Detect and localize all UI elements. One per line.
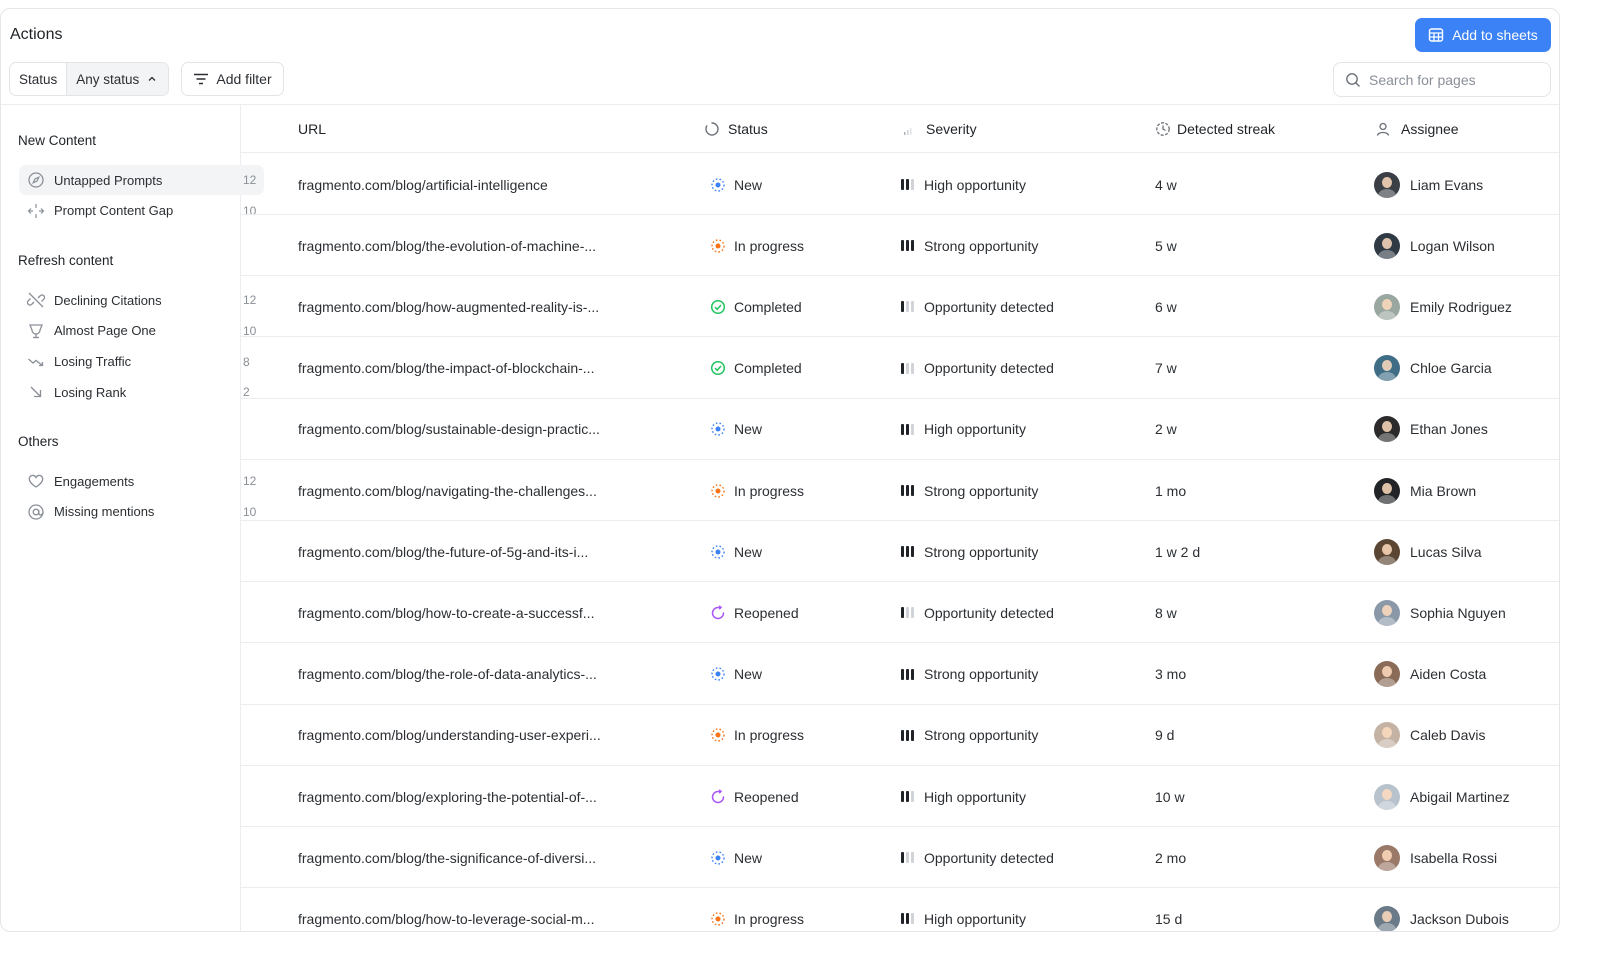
severity-cell xyxy=(901,338,1054,399)
severity-bars-icon xyxy=(901,730,914,741)
assignee-name: Sophia Nguyen xyxy=(1410,604,1506,621)
column-header-severity-label: Severity xyxy=(926,121,977,137)
severity-bars-icon xyxy=(901,913,914,924)
url-link[interactable]: fragmento.com/blog/exploring-the-potential-of-... xyxy=(298,788,597,805)
url-link[interactable]: fragmento.com/blog/the-impact-of-blockchain-... xyxy=(298,360,595,377)
severity-cell xyxy=(901,582,1054,643)
severity-label: Opportunity detected xyxy=(924,298,1054,315)
status-filter[interactable] xyxy=(9,62,169,96)
status-reopened-icon xyxy=(710,789,726,805)
status-new-icon xyxy=(710,177,726,193)
assignee-name: Caleb Davis xyxy=(1410,727,1486,744)
sidebar xyxy=(1,105,257,932)
status-new-icon xyxy=(710,544,726,560)
sidebar-item-prompt-content-gap[interactable] xyxy=(19,196,264,226)
url-cell[interactable] xyxy=(298,582,628,643)
url-cell[interactable] xyxy=(298,766,628,827)
sidebar-item-label: Untapped Prompts xyxy=(54,172,163,188)
signal-bars-icon xyxy=(900,121,916,137)
chevron-up-icon xyxy=(147,74,157,84)
status-label: Reopened xyxy=(734,604,799,621)
sidebar-item-untapped-prompts[interactable] xyxy=(19,165,264,195)
column-header-url[interactable] xyxy=(298,105,628,153)
sidebar-item-count: 10 xyxy=(243,504,257,519)
user-icon xyxy=(1375,121,1391,137)
status-new-icon xyxy=(710,421,726,437)
sidebar-item-count: 10 xyxy=(243,323,257,338)
status-cell[interactable] xyxy=(710,766,799,827)
url-link[interactable]: fragmento.com/blog/the-future-of-5g-and-its-i... xyxy=(298,543,589,560)
url-link[interactable]: fragmento.com/blog/the-significance-of-diversi... xyxy=(298,849,597,866)
status-label: New xyxy=(734,543,763,560)
sidebar-item-label: Losing Rank xyxy=(54,384,127,400)
severity-bars-icon xyxy=(901,301,914,312)
table-row[interactable] xyxy=(241,827,1559,888)
severity-label: Opportunity detected xyxy=(924,604,1054,621)
url-cell[interactable] xyxy=(298,705,628,766)
severity-bars-icon xyxy=(901,240,914,251)
search-icon xyxy=(1345,72,1361,88)
severity-label: High opportunity xyxy=(924,910,1026,927)
compass-icon xyxy=(27,171,45,189)
url-cell[interactable] xyxy=(298,276,628,337)
assignee-name: Jackson Dubois xyxy=(1410,910,1509,927)
sidebar-item-missing-mentions[interactable] xyxy=(19,497,264,527)
avatar xyxy=(1374,722,1400,748)
severity-bars-icon xyxy=(901,791,914,802)
sidebar-item-engagements[interactable] xyxy=(19,466,264,496)
sidebar-item-label: Missing mentions xyxy=(54,504,155,520)
severity-label: Strong opportunity xyxy=(924,666,1039,683)
url-link[interactable]: fragmento.com/blog/how-to-leverage-social-m... xyxy=(298,910,595,927)
status-label: In progress xyxy=(734,237,805,254)
assignee-cell[interactable] xyxy=(1374,276,1512,337)
severity-cell xyxy=(901,460,1038,521)
url-cell[interactable] xyxy=(298,154,628,215)
table-row[interactable] xyxy=(241,154,1559,215)
avatar xyxy=(1374,539,1400,565)
severity-label: Strong opportunity xyxy=(924,482,1039,499)
url-link[interactable]: fragmento.com/blog/how-augmented-reality-is-... xyxy=(298,298,600,315)
url-link[interactable]: fragmento.com/blog/artificial-intelligence xyxy=(298,176,548,193)
streak-value: 9 d xyxy=(1155,727,1175,744)
severity-bars-icon xyxy=(901,669,914,680)
status-cell[interactable] xyxy=(710,644,762,705)
url-link[interactable]: fragmento.com/blog/the-role-of-data-analytics-... xyxy=(298,666,597,683)
table-row[interactable] xyxy=(241,888,1559,932)
streak-value: 8 w xyxy=(1155,604,1177,621)
streak-value: 2 w xyxy=(1155,421,1177,438)
severity-cell xyxy=(901,827,1054,888)
streak-cell xyxy=(1155,338,1177,399)
column-header-assignee[interactable] xyxy=(1375,105,1459,153)
url-link[interactable]: fragmento.com/blog/the-evolution-of-machine-... xyxy=(298,237,597,254)
streak-cell xyxy=(1155,460,1186,521)
avatar xyxy=(1374,600,1400,626)
url-link[interactable]: fragmento.com/blog/how-to-create-a-successf... xyxy=(298,604,595,621)
severity-cell xyxy=(901,766,1026,827)
column-header-assignee-label: Assignee xyxy=(1401,121,1459,137)
status-cell[interactable] xyxy=(710,827,762,888)
assignee-name: Liam Evans xyxy=(1410,176,1484,193)
streak-cell xyxy=(1155,827,1186,888)
status-cell[interactable] xyxy=(710,705,804,766)
severity-cell xyxy=(901,276,1054,337)
status-label: New xyxy=(734,176,763,193)
table-row[interactable] xyxy=(241,399,1559,460)
status-cell[interactable] xyxy=(710,888,804,932)
sidebar-section-title: Others xyxy=(18,434,59,449)
sidebar-item-count: 8 xyxy=(243,354,250,369)
streak-cell xyxy=(1155,644,1186,705)
search-box[interactable] xyxy=(1333,62,1551,97)
table-row[interactable] xyxy=(241,521,1559,582)
severity-bars-icon xyxy=(901,179,914,190)
sidebar-item-losing-rank[interactable] xyxy=(19,377,264,407)
severity-label: Strong opportunity xyxy=(924,543,1039,560)
assignee-name: Emily Rodriguez xyxy=(1410,298,1512,315)
status-label: In progress xyxy=(734,482,805,499)
table-row[interactable] xyxy=(241,582,1559,643)
add-filter-button[interactable] xyxy=(181,62,284,96)
streak-value: 10 w xyxy=(1155,788,1185,805)
streak-value: 1 mo xyxy=(1155,482,1187,499)
streak-value: 2 mo xyxy=(1155,849,1187,866)
arrows-expand-icon xyxy=(27,202,45,220)
avatar xyxy=(1374,906,1400,932)
url-cell[interactable] xyxy=(298,888,628,932)
status-new-icon xyxy=(710,666,726,682)
avatar xyxy=(1374,845,1400,871)
sidebar-item-label: Losing Traffic xyxy=(54,354,132,370)
status-filter-value: Any status xyxy=(76,71,140,87)
assignee-cell[interactable] xyxy=(1374,154,1483,215)
clock-icon xyxy=(1155,121,1171,137)
status-cell[interactable] xyxy=(710,582,799,643)
avatar xyxy=(1374,172,1400,198)
streak-cell xyxy=(1155,888,1182,932)
streak-cell xyxy=(1155,705,1174,766)
column-header-status[interactable] xyxy=(704,105,768,153)
url-cell[interactable] xyxy=(298,644,628,705)
add-to-sheets-label: Add to sheets xyxy=(1452,27,1538,43)
table-grid-icon xyxy=(1428,27,1444,43)
table-row[interactable] xyxy=(241,766,1559,827)
assignee-cell[interactable] xyxy=(1374,888,1509,932)
severity-label: High opportunity xyxy=(924,176,1026,193)
sidebar-item-count: 12 xyxy=(243,173,257,187)
streak-value: 7 w xyxy=(1155,360,1177,377)
sidebar-item-count: 2 xyxy=(243,385,250,400)
severity-label: Strong opportunity xyxy=(924,727,1039,744)
streak-value: 1 w 2 d xyxy=(1155,543,1201,560)
url-cell[interactable] xyxy=(298,521,628,582)
streak-cell xyxy=(1155,582,1177,643)
table-row[interactable] xyxy=(241,705,1559,766)
severity-bars-icon xyxy=(901,485,914,496)
actions-panel xyxy=(0,8,1560,932)
severity-cell xyxy=(901,644,1038,705)
status-cell[interactable] xyxy=(710,154,762,215)
sidebar-section-title: Refresh content xyxy=(18,253,114,268)
avatar xyxy=(1374,416,1400,442)
url-cell[interactable] xyxy=(298,460,628,521)
severity-label: High opportunity xyxy=(924,788,1026,805)
status-cell[interactable] xyxy=(710,338,802,399)
assignee-cell[interactable] xyxy=(1374,644,1486,705)
url-link[interactable]: fragmento.com/blog/sustainable-design-practic... xyxy=(298,421,600,438)
header xyxy=(1,9,1559,105)
table-row[interactable] xyxy=(241,644,1559,705)
assignee-cell[interactable] xyxy=(1374,521,1482,582)
sidebar-item-almost-page-one[interactable] xyxy=(19,316,264,346)
sidebar-item-declining-citations[interactable] xyxy=(19,285,264,315)
actions-table xyxy=(241,105,1559,931)
table-row[interactable] xyxy=(241,460,1559,521)
url-cell[interactable] xyxy=(298,399,628,460)
assignee-cell[interactable] xyxy=(1374,582,1506,643)
status-label: Completed xyxy=(734,298,802,315)
severity-label: Opportunity detected xyxy=(924,849,1054,866)
column-header-severity[interactable] xyxy=(900,105,977,153)
assignee-cell[interactable] xyxy=(1374,460,1476,521)
assignee-name: Aiden Costa xyxy=(1410,666,1487,683)
table-row[interactable] xyxy=(241,215,1559,276)
status-label: Reopened xyxy=(734,788,799,805)
link-broken-icon xyxy=(27,291,45,309)
status-label: In progress xyxy=(734,910,805,927)
assignee-cell[interactable] xyxy=(1374,766,1510,827)
sidebar-item-count: 12 xyxy=(243,293,257,307)
heart-icon xyxy=(27,472,45,490)
avatar xyxy=(1374,294,1400,320)
streak-cell xyxy=(1155,154,1177,215)
severity-bars-icon xyxy=(901,546,914,557)
trophy-icon xyxy=(27,322,45,340)
add-to-sheets-button[interactable] xyxy=(1415,18,1551,52)
severity-cell xyxy=(901,154,1026,215)
sidebar-item-label: Almost Page One xyxy=(54,323,156,339)
assignee-name: Mia Brown xyxy=(1410,482,1477,499)
sidebar-item-label: Declining Citations xyxy=(54,292,162,308)
streak-value: 15 d xyxy=(1155,910,1183,927)
column-header-url-label: URL xyxy=(298,121,327,137)
streak-value: 4 w xyxy=(1155,176,1177,193)
streak-cell xyxy=(1155,521,1200,582)
status-reopened-icon xyxy=(710,605,726,621)
streak-cell xyxy=(1155,399,1177,460)
status-label: New xyxy=(734,849,763,866)
assignee-name: Logan Wilson xyxy=(1410,237,1495,254)
status-completed-icon xyxy=(710,360,726,376)
severity-bars-icon xyxy=(901,607,914,618)
table-row[interactable] xyxy=(241,338,1559,399)
sidebar-item-count: 12 xyxy=(243,474,257,488)
sidebar-item-count: 10 xyxy=(243,203,257,218)
severity-label: Opportunity detected xyxy=(924,360,1054,377)
sidebar-item-label: Engagements xyxy=(54,473,135,489)
assignee-cell[interactable] xyxy=(1374,705,1485,766)
status-in-progress-icon xyxy=(710,238,726,254)
severity-bars-icon xyxy=(901,852,914,863)
sidebar-item-losing-traffic[interactable] xyxy=(19,347,264,377)
severity-bars-icon xyxy=(901,424,914,435)
search-input[interactable] xyxy=(1369,72,1539,88)
assignee-name: Abigail Martinez xyxy=(1410,788,1510,805)
add-filter-label: Add filter xyxy=(216,71,272,87)
streak-value: 6 w xyxy=(1155,298,1177,315)
status-new-icon xyxy=(710,850,726,866)
avatar xyxy=(1374,233,1400,259)
sidebar-item-label: Prompt Content Gap xyxy=(54,203,174,219)
url-cell[interactable] xyxy=(298,215,628,276)
loader-icon xyxy=(704,121,720,137)
column-header-streak-label: Detected streak xyxy=(1177,121,1276,137)
severity-cell xyxy=(901,521,1038,582)
severity-cell xyxy=(901,705,1038,766)
status-cell[interactable] xyxy=(710,276,802,337)
url-cell[interactable] xyxy=(298,827,628,888)
status-cell[interactable] xyxy=(710,399,762,460)
status-filter-dropdown[interactable] xyxy=(67,63,168,95)
url-link[interactable]: fragmento.com/blog/understanding-user-experi... xyxy=(298,727,601,744)
assignee-cell[interactable] xyxy=(1374,215,1495,276)
table-row[interactable] xyxy=(241,276,1559,337)
table-header xyxy=(241,105,1559,153)
status-filter-label: Status xyxy=(10,63,67,95)
avatar xyxy=(1374,784,1400,810)
status-label: New xyxy=(734,666,763,683)
status-label: In progress xyxy=(734,727,805,744)
streak-value: 5 w xyxy=(1155,237,1177,254)
severity-label: Strong opportunity xyxy=(924,237,1039,254)
avatar xyxy=(1374,478,1400,504)
streak-cell xyxy=(1155,215,1177,276)
avatar xyxy=(1374,355,1400,381)
assignee-cell[interactable] xyxy=(1374,338,1492,399)
status-cell[interactable] xyxy=(710,460,804,521)
severity-cell xyxy=(901,399,1026,460)
url-cell[interactable] xyxy=(298,338,628,399)
streak-cell xyxy=(1155,276,1177,337)
status-in-progress-icon xyxy=(710,727,726,743)
status-label: Completed xyxy=(734,360,802,377)
streak-cell xyxy=(1155,766,1185,827)
status-cell[interactable] xyxy=(710,521,762,582)
filter-icon xyxy=(193,72,209,86)
assignee-name: Isabella Rossi xyxy=(1410,849,1498,866)
assignee-cell[interactable] xyxy=(1374,399,1488,460)
column-header-status-label: Status xyxy=(728,121,768,137)
severity-bars-icon xyxy=(901,363,914,374)
status-completed-icon xyxy=(710,299,726,315)
streak-value: 3 mo xyxy=(1155,666,1187,683)
severity-label: High opportunity xyxy=(924,421,1026,438)
arrow-down-right-icon xyxy=(27,383,45,401)
severity-cell xyxy=(901,215,1038,276)
trend-down-icon xyxy=(27,353,45,371)
assignee-name: Lucas Silva xyxy=(1410,543,1482,560)
at-sign-icon xyxy=(27,503,45,521)
sidebar-section-title: New Content xyxy=(18,133,97,148)
page-title: Actions xyxy=(10,26,63,43)
status-in-progress-icon xyxy=(710,483,726,499)
assignee-name: Chloe Garcia xyxy=(1410,360,1492,377)
assignee-cell[interactable] xyxy=(1374,827,1497,888)
status-in-progress-icon xyxy=(710,911,726,927)
status-cell[interactable] xyxy=(710,215,804,276)
column-header-streak[interactable] xyxy=(1155,105,1275,153)
status-label: New xyxy=(734,421,763,438)
avatar xyxy=(1374,661,1400,687)
url-link[interactable]: fragmento.com/blog/navigating-the-challenges... xyxy=(298,482,597,499)
assignee-name: Ethan Jones xyxy=(1410,421,1488,438)
severity-cell xyxy=(901,888,1026,932)
